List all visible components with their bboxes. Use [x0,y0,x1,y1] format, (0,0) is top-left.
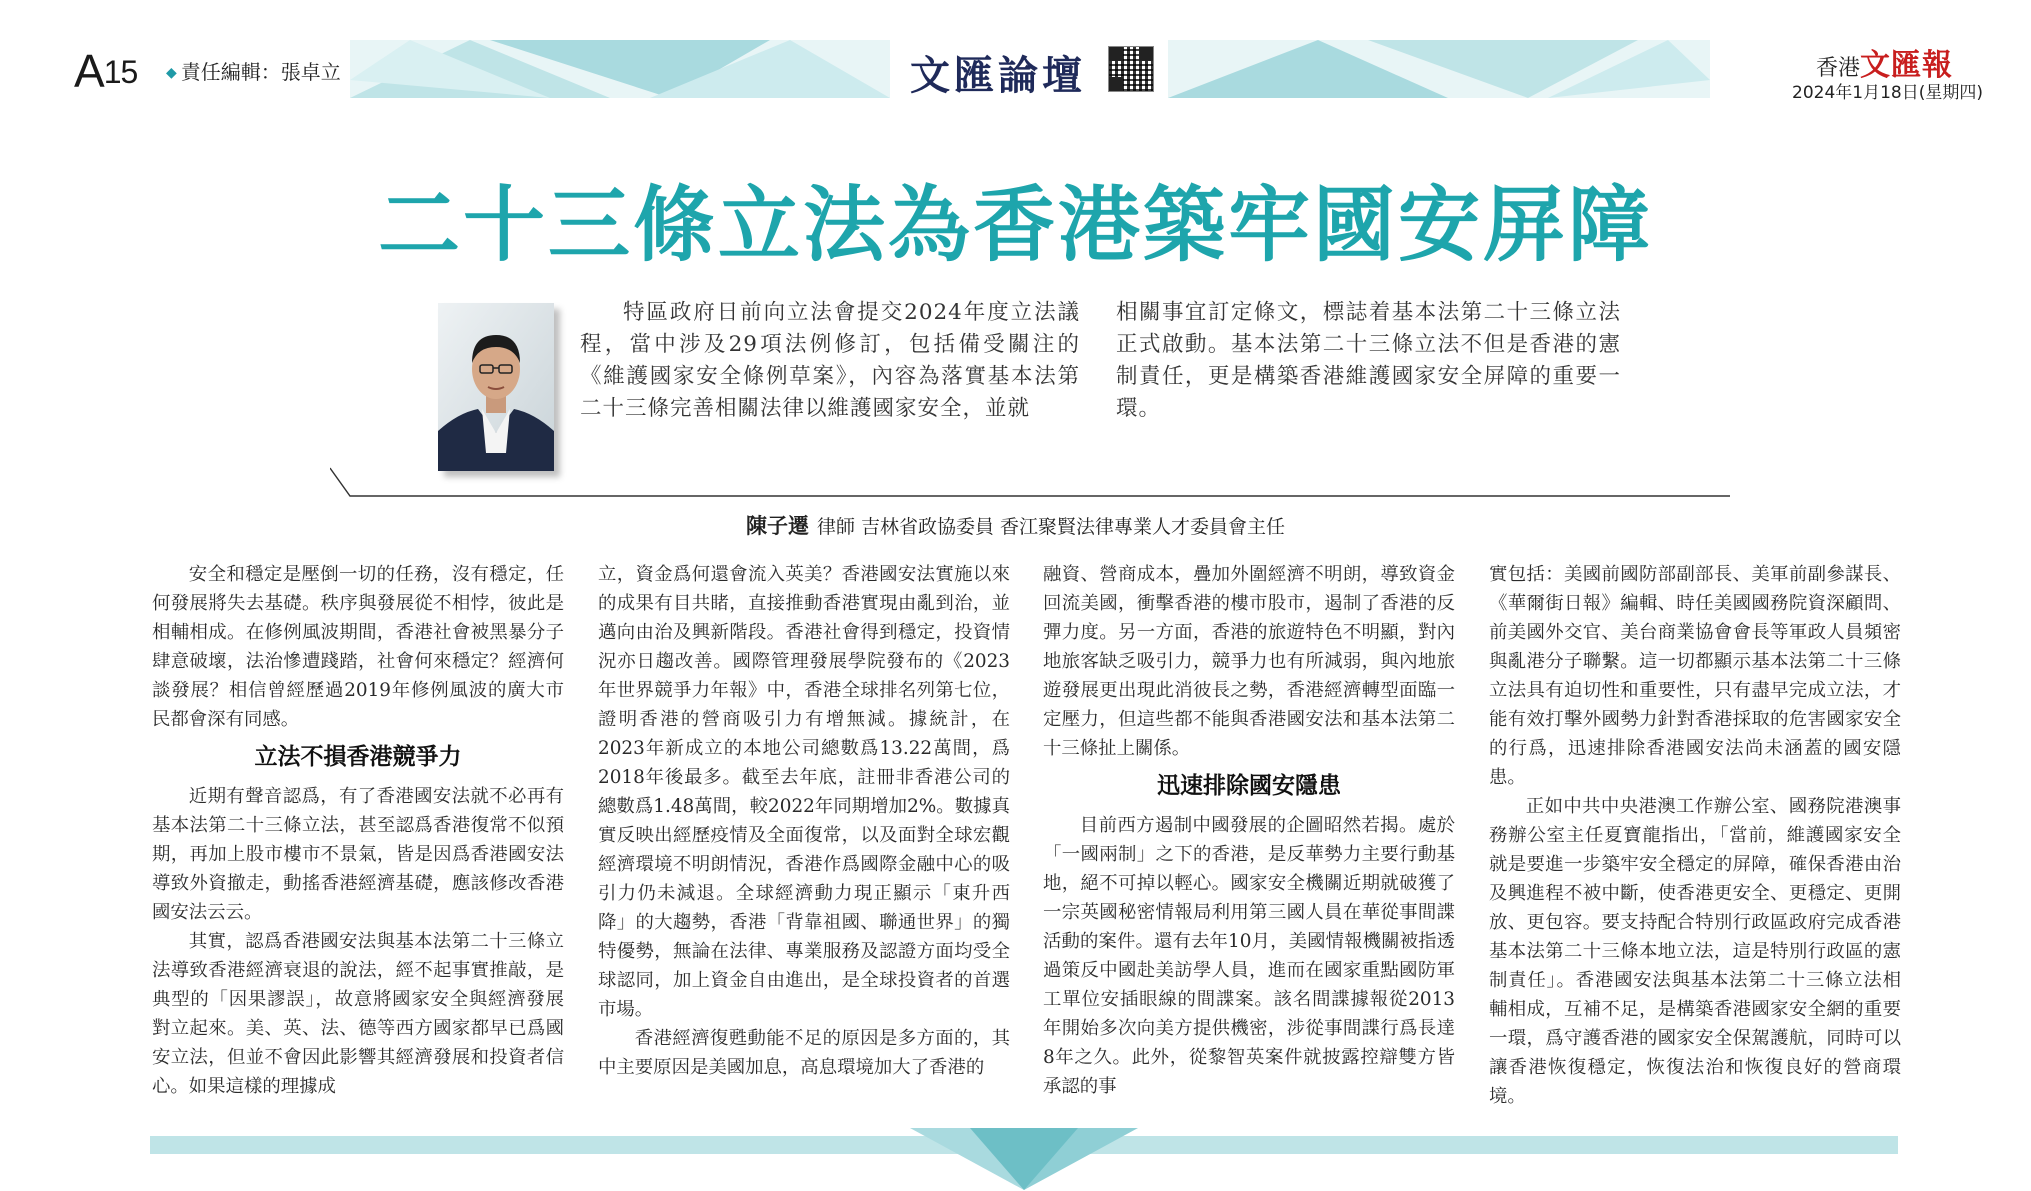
column-2 [598,560,1010,1082]
header-band-left [350,40,890,98]
paragraph: 立，資金爲何還會流入英美？香港國安法實施以來的成果有目共睹，直接推動香港實現由亂到治，並邁向由治及興新階段。香港社會得到穩定，投資情況亦日趨改善。國際管理發展學院發布的《2023年世界競爭力年報》中，香港全球排名列第七位，證明香港的營商吸引力有增無減。據統計，在2023年新成立的本地公司總數爲13.22萬間，爲2018年後最多。截至去年底，註冊非香港公司的總數爲1.48萬間，較2022年同期增加2%。數據真實反映出經歷疫情及全面復常，以及面對全球宏觀經濟環境不明朗情況，香港作爲國際金融中心的吸引力仍未減退。全球經濟動力現正顯示「東升西降」的大趨勢，香港「背靠祖國、聯通世界」的獨特優勢，無論在法律、專業服務及認證方面均受全球認同，加上資金自由進出，是全球投資者的首選市場。 [598,564,1010,1020]
column-3 [1043,560,1455,1101]
paragraph: 安全和穩定是壓倒一切的任務，沒有穩定，任何發展將失去基礎。秩序與發展從不相悖，彼此是相輔相成。在修例風波期間，香港社會被黑暴分子肆意破壞，法治慘遭踐踏，社會何來穩定？經濟何談發展？相信曾經歷過2019年修例風波的廣大市民都會深有同感。 [152,564,564,730]
author-name: 陳子遷 [745,514,809,538]
headline: 二十三條立法為香港築牢國安屏障 [377,177,1653,273]
page-num: 15 [103,54,138,90]
subheading-1: 立法不損香港競爭力 [254,744,462,770]
paragraph: 其實，認爲香港國安法與基本法第二十三條立法導致香港經濟衰退的說法，經不起事實推敲，是典型的「因果謬誤」，故意將國家安全與經濟發展對立起來。美、英、法、德等西方國家都早已爲國安立法，但並不會因此影響其經濟發展和投資者信心。如果這樣的理據成 [152,931,564,1097]
byline-rule [330,460,1730,500]
diamond-icon: ◆ [166,65,177,81]
footer-band [150,1128,1898,1190]
paragraph: 實包括：美國前國防部副部長、美軍前副參謀長、《華爾街日報》編輯、時任美國國務院資深顧問、前美國外交官、美台商業協會會長等軍政人員頻密與亂港分子聯繫。這一切都顯示基本法第二十三條立法具有迫切性和重要性，只有盡早完成立法，才能有效打擊外國勢力針對香港採取的危害國家安全的行爲，迅速排除香港國安法尚未涵蓋的國安隱患。 [1489,564,1901,788]
column-4 [1489,560,1901,1111]
subheading-2: 迅速排除國安隱患 [1157,773,1341,799]
lead-paragraph-part1: 特區政府日前向立法會提交2024年度立法議程，當中涉及29項法例修訂，包括備受關注的《維護國家安全條例草案》，內容為落實基本法第二十三條完善相關法律以維護國家安全，並就 [580,300,1080,421]
paragraph: 目前西方遏制中國發展的企圖昭然若揭。處於「一國兩制」之下的香港，是反華勢力主要行動基地，絕不可掉以輕心。國家安全機關近期就破獲了一宗英國秘密情報局利用第三國人員在華從事間諜活動的案件。還有去年10月，美國情報機關被指透過策反中國赴美訪學人員，進而在國家重點國防軍工單位安插眼線的間諜案。該名間諜據報從2013年開始多次向美方提供機密，涉從事間諜行爲長達8年之久。此外，從黎智英案件就披露控辯雙方皆承認的事 [1043,815,1455,1097]
paragraph: 正如中共中央港澳工作辦公室、國務院港澳事務辦公室主任夏寶龍指出，「當前，維護國家安全就是要進一步築牢安全穩定的屏障，確保香港由治及興進程不被中斷，使香港更安全、更穩定、更開放、更包容。要支持配合特別行政區政府完成香港基本法第二十三條本地立法，這是特別行政區的憲制責任」。香港國安法與基本法第二十三條立法相輔相成，互補不足，是構築香港國家安全網的重要一環，爲守護香港的國家安全保駕護航，同時可以讓香港恢復穩定，恢復法治和恢復良好的營商環境。 [1489,796,1901,1107]
author-photo [438,303,554,471]
brand-name: 文匯報 [1860,48,1954,83]
paragraph: 融資、營商成本，疊加外圍經濟不明朗，導致資金回流美國，衝擊香港的樓市股市，遏制了香港的反彈力度。另一方面，香港的旅遊特色不明顯，對內地旅客缺乏吸引力，競爭力也有所減弱，與內地旅遊發展更出現此消彼長之勢，香港經濟轉型面臨一定壓力，但這些都不能與香港國安法和基本法第二十三條扯上關係。 [1043,564,1455,759]
brand-prefix: 香港 [1816,56,1861,81]
page-number [74,44,137,98]
page-letter: A [74,45,104,97]
editor-text: 責任編輯：張卓立 [180,60,341,84]
paragraph: 香港經濟復甦動能不足的原因是多方面的，其中主要原因是美國加息，高息環境加大了香港的 [598,1028,1010,1078]
qr-code-icon[interactable] [1108,46,1154,92]
section-title: 文匯論壇 [910,52,1086,99]
issue-date: 2024年1月18日(星期四) [1792,83,1983,103]
author-title: 律師 吉林省政協委員 香江聚賢法律專業人才委員會主任 [816,516,1286,538]
lead-paragraph-part2: 相關事宜訂定條文，標誌着基本法第二十三條立法正式啟動。基本法第二十三條立法不但是香港的憲制責任，更是構築香港維護國家安全屏障的重要一環。 [1116,300,1621,421]
author-byline [0,510,2031,540]
column-1 [152,560,564,1101]
header-band-right [1168,40,1710,98]
paragraph: 近期有聲音認爲，有了香港國安法就不必再有基本法第二十三條立法，甚至認爲香港復常不似預期，再加上股市樓市不景氣，皆是因爲香港國安法導致外資撤走，動搖香港經濟基礎，應該修改香港國安法云云。 [152,786,564,923]
editor-credit [166,56,341,85]
